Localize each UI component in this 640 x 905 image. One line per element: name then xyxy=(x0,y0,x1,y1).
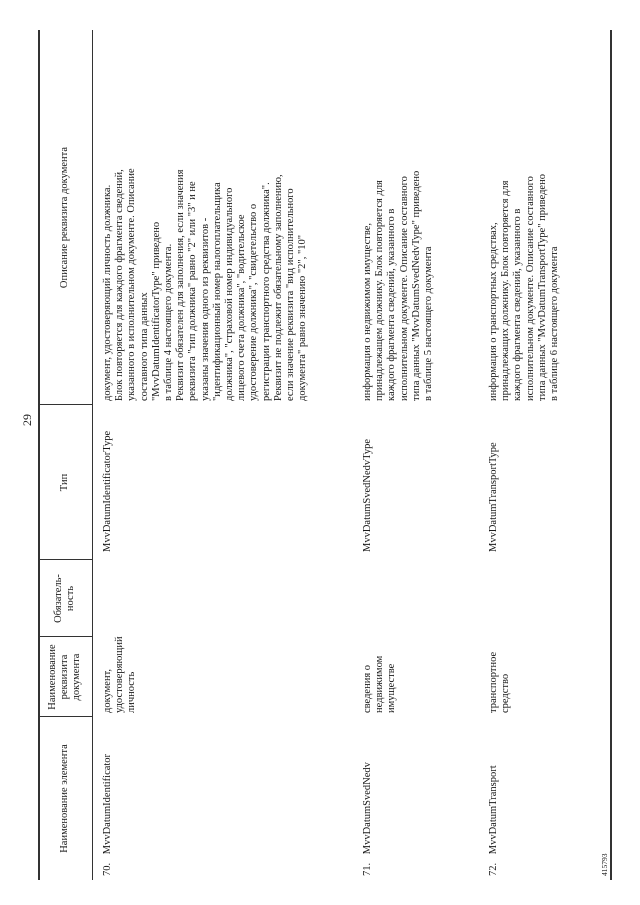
header-requisite-name: Наименование реквизита документа xyxy=(47,644,82,710)
table-row xyxy=(488,721,500,876)
row-requisite-name: документ, удостоверяющий личность xyxy=(102,636,138,713)
page-number: 29 xyxy=(20,414,34,426)
row-requisite-name: сведения о недвижимом имуществе xyxy=(362,655,398,713)
header-bottom-rule xyxy=(92,30,93,880)
row-number: 70. xyxy=(102,862,113,876)
row-description: документ, удостоверяющий личность должника. Блок повторяется для каждого фрагмента сведений, указанного в исполнительном документе. Описание составного типа данных "MvvDatumIdentificatorType" приведено в таблице 4 настоящего документа. Реквизит обязателен для заполнения, если значения реквизита "тип должника" равно "2" или "3" и не указаны значения одного из реквизитов - "идентификационный номер налогоплательщика должника", "страховой номер индивидуального лицевого счета должника", "водительское удостоверение должника", "свидетельство о регистрации транспортного средства должника". Реквизит не подлежит обязательному заполнению, если значение реквизита "вид исполнительного документа" равно значению "2", "10" xyxy=(102,168,309,401)
row-description: информация о недвижимом имуществе, принадлежащем должнику. Блок повторяется для каждого фрагмента сведений, указанного в исполнительном документе. Описание составного типа данных "MvvDatumSvedNedvType" приведено в таблице 5 настоящего документа xyxy=(362,170,435,401)
row-type: MvvDatumSvedNedvType xyxy=(362,439,373,552)
row-type: MvvDatumTransportType xyxy=(488,442,499,552)
row-number: 72. xyxy=(488,862,499,876)
row-element-name: MvvDatumTransport xyxy=(488,765,499,855)
header-type: Тип xyxy=(59,473,70,492)
header-description: Описание реквизита документа xyxy=(59,146,70,289)
header-element-name: Наименование элемента xyxy=(59,744,70,853)
table-bottom-rule xyxy=(610,30,612,880)
row-description: информация о транспортных средствах, принадлежащих должнику. Блок повторяется для каждого фрагмента сведений, указанного в исполнительном документе. Описание составного типа данных "MvvDatumTransportType" приведено в таблице 6 настоящего документа xyxy=(488,174,561,401)
row-element-name: MvvDatumIdentificator xyxy=(102,753,113,855)
row-element-name: MvvDatumSvedNedv xyxy=(362,762,373,855)
row-type: MvvDatumIdentificatorType xyxy=(102,430,113,552)
row-requisite-name: транспортное средство xyxy=(488,651,512,713)
table-row xyxy=(102,721,114,876)
row-number: 71. xyxy=(362,862,373,876)
rotated-page xyxy=(20,30,620,880)
table-row xyxy=(362,721,374,876)
header-mandatory: Обязатель- ность xyxy=(53,574,76,623)
document-code: 415793 xyxy=(600,853,609,876)
